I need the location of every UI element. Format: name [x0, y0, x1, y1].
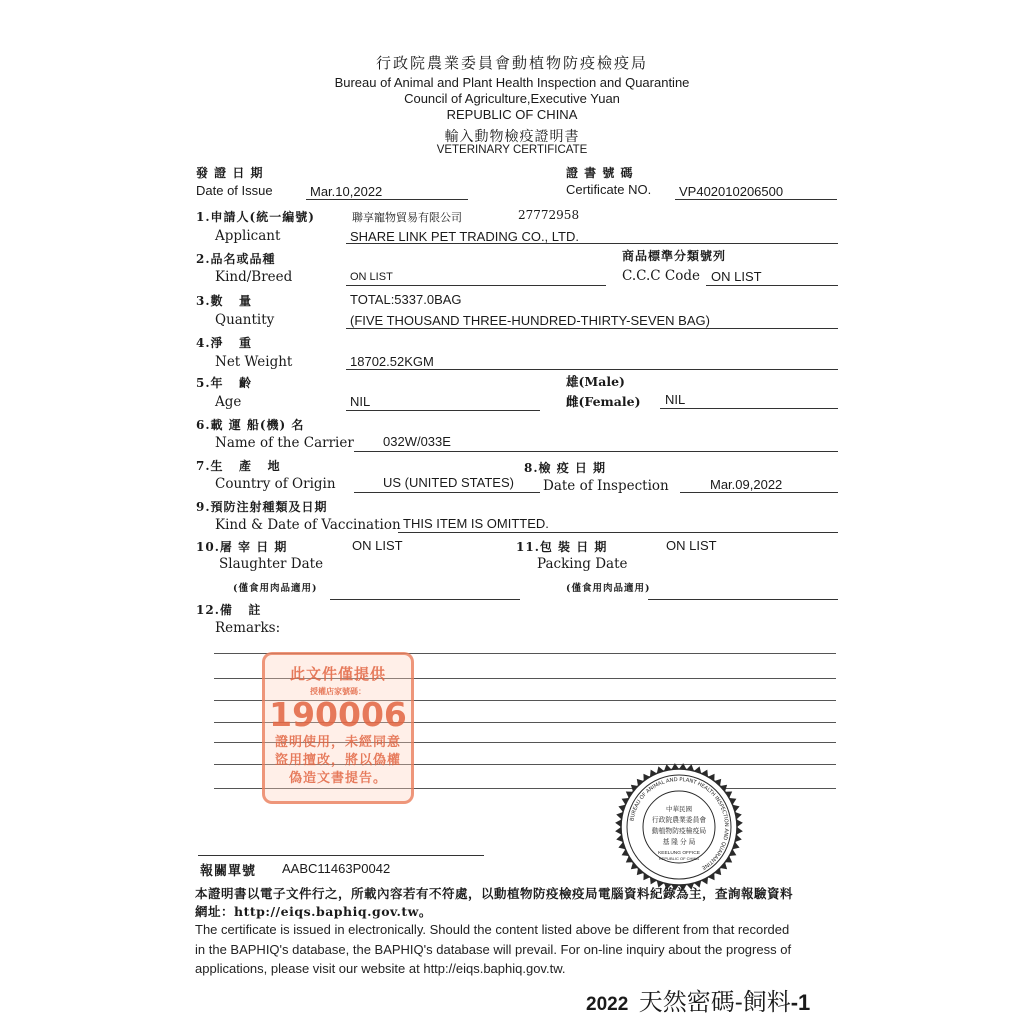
origin-label-cn: 7.生 產 地 — [196, 459, 281, 473]
cert-label-en: Certificate NO. — [566, 182, 652, 197]
customs-underline — [198, 855, 484, 856]
issue-date: Mar.10,2022 — [310, 184, 383, 199]
origin-value: US (UNITED STATES) — [383, 475, 514, 490]
female-label: 雌(Female) — [566, 394, 641, 409]
applicant-label-en: Applicant — [215, 228, 281, 244]
watermark-line3: 證明使用，未經同意 — [274, 734, 401, 749]
header-title-cn: 行政院農業委員會動植物防疫檢疫局 — [375, 54, 648, 72]
tag-year: 2022 — [586, 994, 629, 1015]
issue-underline — [306, 199, 468, 200]
carrier-value: 032W/033E — [383, 434, 451, 449]
net-weight-label-en: Net Weight — [215, 354, 293, 370]
sex-value: NIL — [665, 392, 686, 407]
watermark-number: 190006 — [269, 695, 407, 734]
packing-label-cn: 11.包 裝 日 期 — [516, 540, 608, 554]
footer-en-line2: in the BAPHIQ's database, the BAPHIQ's database will prevail. For on-line inquiry about the progress of — [195, 942, 792, 957]
carrier-label-en: Name of the Carrier — [215, 435, 354, 451]
carrier-underline — [354, 451, 838, 452]
packing-note: (僅食用肉品適用) — [566, 583, 651, 594]
seal-inner4: 基 隆 分 局 — [662, 839, 696, 846]
inspection-underline — [680, 492, 838, 493]
customs-label-cn: 報關單號 — [200, 864, 257, 879]
inspection-value: Mar.09,2022 — [710, 477, 783, 492]
sex-underline — [660, 408, 838, 409]
quantity-underline — [346, 328, 838, 329]
kind-label-en: Kind/Breed — [215, 269, 293, 285]
slaughter-label-en: Slaughter Date — [219, 556, 324, 572]
cert-number: VP402010206500 — [679, 184, 784, 199]
doc-title-cn: 輸入動物檢疫證明書 — [444, 129, 580, 145]
remarks-label-en: Remarks: — [215, 620, 281, 636]
ccc-label-cn: 商品標準分類號列 — [622, 249, 727, 263]
seal-bottom1: KEELUNG OFFICE — [658, 851, 700, 856]
applicant-id: 27772958 — [518, 208, 580, 222]
origin-underline — [354, 492, 540, 493]
vaccination-underline — [398, 532, 838, 533]
net-weight-value: 18702.52KGM — [350, 354, 434, 369]
issue-label-en: Date of Issue — [196, 183, 273, 198]
document-tag — [586, 982, 810, 1017]
doc-title-en: VETERINARY CERTIFICATE — [436, 144, 588, 156]
vaccination-label-cn: 9.預防注射種類及日期 — [196, 500, 328, 514]
quantity-label-en: Quantity — [215, 312, 275, 328]
quantity-words: (FIVE THOUSAND THREE-HUNDRED-THIRTY-SEVEN BAG) — [350, 313, 710, 328]
official-seal-graphic — [614, 762, 744, 892]
quantity-value: TOTAL:5337.0BAG — [350, 292, 462, 307]
watermark-line2: 授權店家號碼： — [310, 687, 366, 696]
applicant-underline — [346, 243, 838, 244]
seal-inner2: 行政院農業委員會 — [651, 817, 707, 824]
ccc-value: ON LIST — [711, 269, 762, 284]
tag-text: 天然密碼-飼料 — [638, 989, 791, 1016]
footer-en-line3: applications, please visit our website at http://eiqs.baphiq.gov.tw. — [195, 961, 566, 976]
seal-bottom2: REPUBLIC OF CHINA — [658, 856, 700, 861]
seal-inner3: 動植物防疫檢疫局 — [651, 828, 707, 835]
age-label-cn: 5.年 齡 — [196, 376, 253, 390]
header-country-en: REPUBLIC OF CHINA — [446, 107, 578, 122]
packing-label-en: Packing Date — [537, 556, 628, 572]
tag-suffix: -1 — [790, 990, 811, 1015]
applicant-label-cn: 1.申請人(統一編號) — [196, 210, 315, 224]
inspection-label-cn: 8.檢 疫 日 期 — [524, 461, 607, 475]
applicant-name-cn: 聯享寵物貿易有限公司 — [352, 211, 462, 224]
ccc-label-en: C.C.C Code — [622, 268, 700, 284]
age-underline — [346, 410, 540, 411]
footer-cn-line1: 本證明書以電子文件行之，所載內容若有不符處，以動植物防疫檢疫局電腦資料紀錄為主，查詢報驗資料 — [195, 886, 794, 901]
packing-value: ON LIST — [666, 538, 717, 553]
slaughter-note: (僅食用肉品適用) — [233, 583, 318, 594]
quantity-label-cn: 3.數 量 — [196, 294, 253, 308]
age-value: NIL — [350, 394, 371, 409]
watermark-line5: 偽造文書提告。 — [288, 770, 387, 785]
ccc-underline — [706, 285, 838, 286]
slaughter-label-cn: 10.屠 宰 日 期 — [196, 540, 288, 554]
seal-ring-text: BUREAU OF ANIMAL AND PLANT HEALTH INSPECTION AND QUARANTINE — [629, 776, 730, 871]
slaughter-value: ON LIST — [352, 538, 403, 553]
age-label-en: Age — [215, 394, 242, 410]
kind-label-cn: 2.品名或品種 — [196, 252, 276, 266]
issue-label-cn: 發 證 日 期 — [196, 166, 264, 180]
inspection-label-en: Date of Inspection — [543, 478, 669, 494]
watermark-line4: 盜用擅改，將以偽權 — [274, 752, 401, 767]
vaccination-value: THIS ITEM IS OMITTED. — [403, 516, 549, 531]
authorization-watermark — [262, 652, 414, 804]
vaccination-label-en: Kind & Date of Vaccination — [215, 517, 401, 533]
seal-inner1: 中華民國 — [666, 806, 692, 813]
cert-label-cn: 證 書 號 碼 — [566, 166, 634, 180]
footer-cn-line2: 網址：http://eiqs.baphiq.gov.tw。 — [195, 904, 432, 919]
kind-underline — [346, 285, 606, 286]
packing-underline — [648, 599, 838, 600]
origin-label-en: Country of Origin — [215, 476, 336, 492]
applicant-name: SHARE LINK PET TRADING CO., LTD. — [350, 229, 579, 244]
remarks-label-cn: 12.備 註 — [196, 603, 262, 617]
slaughter-underline — [330, 599, 520, 600]
net-weight-label-cn: 4.淨 重 — [196, 336, 253, 350]
customs-number: AABC11463P0042 — [282, 861, 391, 876]
male-label: 雄(Male) — [566, 374, 625, 389]
header-council-en: Council of Agriculture,Executive Yuan — [404, 91, 620, 106]
header-title-en: Bureau of Animal and Plant Health Inspection and Quarantine — [334, 75, 690, 90]
carrier-label-cn: 6.載 運 船(機) 名 — [196, 418, 305, 432]
cert-underline — [675, 199, 837, 200]
watermark-line1: 此文件僅提供 — [289, 666, 386, 683]
kind-value: ON LIST — [350, 271, 393, 283]
footer-en-line1: The certificate is issued in electronically. Should the content listed above be different from that recorded — [195, 922, 790, 937]
net-weight-underline — [346, 369, 838, 370]
official-seal — [614, 762, 744, 892]
